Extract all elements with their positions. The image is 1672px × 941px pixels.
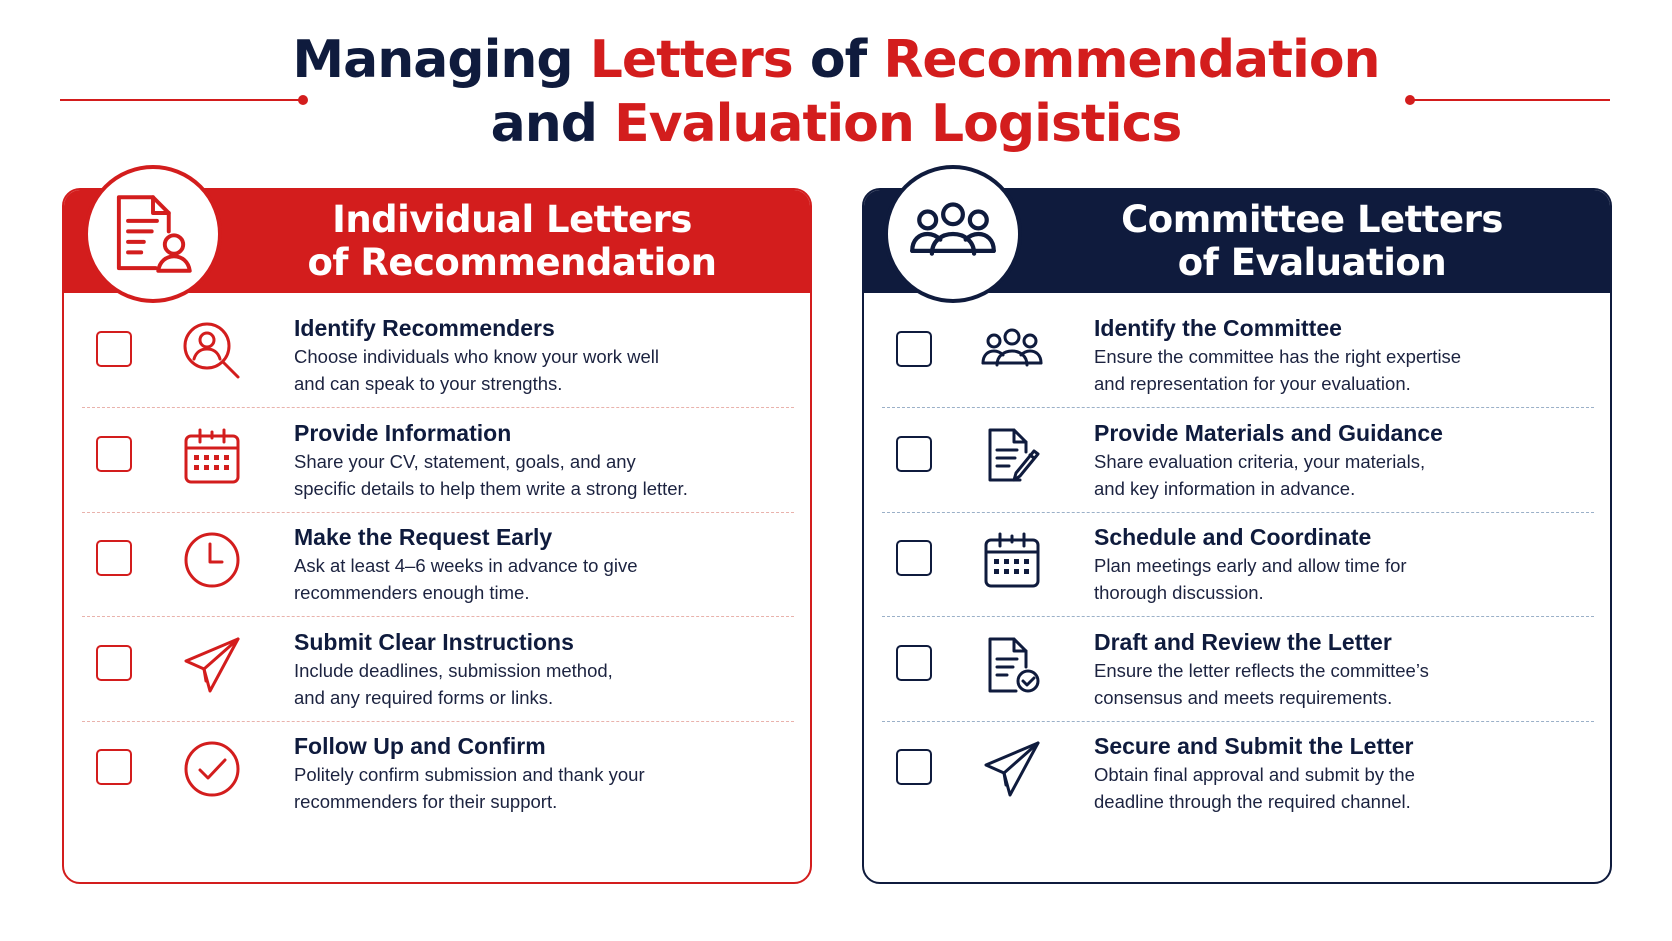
item-description-line: consensus and meets requirements. <box>1094 686 1393 708</box>
item-description-line: Ensure the committee has the right expertise <box>1094 346 1462 367</box>
item-text <box>294 313 784 397</box>
panel-title-line: Individual Letters <box>332 198 692 241</box>
title-divider-dot-left <box>298 95 308 105</box>
item-description-line: Share your CV, statement, goals, and any <box>294 450 636 472</box>
checklist-item <box>882 402 1594 513</box>
checkbox[interactable] <box>896 331 932 367</box>
calendar-icon <box>180 424 244 488</box>
person-search-icon <box>180 319 244 383</box>
check-circle-icon <box>180 737 244 801</box>
item-text <box>1094 313 1584 397</box>
checkbox[interactable] <box>896 749 932 785</box>
checkbox[interactable] <box>96 436 132 472</box>
panel-title-line: of Recommendation <box>307 241 717 284</box>
checkbox[interactable] <box>896 540 932 576</box>
checklist-item <box>82 715 794 826</box>
document-pen-icon <box>980 424 1044 488</box>
checklist-item <box>82 297 794 408</box>
item-title: Submit Clear Instructions <box>294 628 574 655</box>
title-text: Letters <box>589 30 793 90</box>
calendar-icon <box>980 528 1044 592</box>
clock-icon <box>180 528 244 592</box>
item-text <box>1094 418 1584 502</box>
checklist-item <box>882 611 1594 722</box>
item-title: Follow Up and Confirm <box>294 733 546 759</box>
title-line-2 <box>0 92 1672 156</box>
item-description-line: and can speak to your strengths. <box>294 373 563 394</box>
document-person-icon <box>84 165 222 303</box>
item-text <box>294 418 784 502</box>
checkbox[interactable] <box>896 436 932 472</box>
checklist-item <box>82 506 794 617</box>
paper-plane-icon <box>180 633 244 697</box>
item-title: Secure and Submit the Letter <box>1094 733 1414 759</box>
item-description-line: Include deadlines, submission method, <box>294 659 613 681</box>
panel-title-line: Committee Letters <box>1121 198 1503 241</box>
title-text: Recommendation <box>883 30 1380 90</box>
item-description-line: Politely confirm submission and thank your <box>294 764 645 785</box>
item-description <box>1094 552 1584 606</box>
item-description <box>294 343 784 397</box>
item-text <box>294 522 784 606</box>
item-description-line: and representation for your evaluation. <box>1094 373 1411 394</box>
checkbox[interactable] <box>896 645 932 681</box>
item-description <box>1094 657 1584 711</box>
checklist-item <box>882 506 1594 617</box>
item-description-line: deadline through the required channel. <box>1094 791 1411 812</box>
checkbox[interactable] <box>96 645 132 681</box>
checkbox[interactable] <box>96 749 132 785</box>
item-title: Provide Information <box>294 419 512 446</box>
item-title: Schedule and Coordinate <box>1094 524 1372 550</box>
group-icon <box>884 165 1022 303</box>
item-description-line: Obtain final approval and submit by the <box>1094 764 1415 785</box>
panel-title-line: of Evaluation <box>1177 241 1447 284</box>
item-title: Make the Request Early <box>294 524 553 550</box>
item-description-line: and any required forms or links. <box>294 686 554 708</box>
item-text <box>1094 627 1584 711</box>
item-title: Identify the Committee <box>1094 315 1342 341</box>
title-text: Evaluation Logistics <box>614 94 1182 154</box>
page-title <box>0 28 1672 156</box>
item-description-line: specific details to help them write a strong letter. <box>294 477 688 499</box>
item-description-line: recommenders for their support. <box>294 791 558 812</box>
item-description <box>1094 761 1584 815</box>
title-divider-right <box>1410 99 1610 101</box>
item-description-line: Choose individuals who know your work well <box>294 346 660 367</box>
item-title: Identify Recommenders <box>294 315 555 341</box>
title-divider-left <box>60 99 300 101</box>
item-text <box>294 731 784 815</box>
item-description-line: Ask at least 4–6 weeks in advance to give <box>294 555 638 576</box>
item-title: Provide Materials and Guidance <box>1094 419 1443 446</box>
paper-plane-icon <box>980 737 1044 801</box>
checklist-item <box>82 402 794 513</box>
group-icon <box>980 319 1044 383</box>
title-text: of <box>792 30 884 90</box>
item-description <box>294 552 784 606</box>
item-description-line: and key information in advance. <box>1094 477 1356 499</box>
checkbox[interactable] <box>96 331 132 367</box>
item-description <box>1094 448 1584 502</box>
title-text: and <box>490 94 615 154</box>
item-text <box>294 627 784 711</box>
item-title: Draft and Review the Letter <box>1094 628 1392 655</box>
item-text <box>1094 522 1584 606</box>
item-description <box>294 657 784 711</box>
item-description-line: Ensure the letter reflects the committee’s <box>1094 659 1429 681</box>
document-check-icon <box>980 633 1044 697</box>
checklist-item <box>882 297 1594 408</box>
item-description-line: Share evaluation criteria, your materials, <box>1094 450 1426 472</box>
title-text: Managing <box>292 30 590 90</box>
item-description <box>1094 343 1584 397</box>
checklist-item <box>882 715 1594 826</box>
item-description-line: thorough discussion. <box>1094 582 1264 603</box>
item-text <box>1094 731 1584 815</box>
title-line-1 <box>0 28 1672 92</box>
item-description-line: Plan meetings early and allow time for <box>1094 555 1407 576</box>
item-description <box>294 448 784 502</box>
item-description <box>294 761 784 815</box>
item-description-line: recommenders enough time. <box>294 582 530 603</box>
checkbox[interactable] <box>96 540 132 576</box>
checklist-item <box>82 611 794 722</box>
